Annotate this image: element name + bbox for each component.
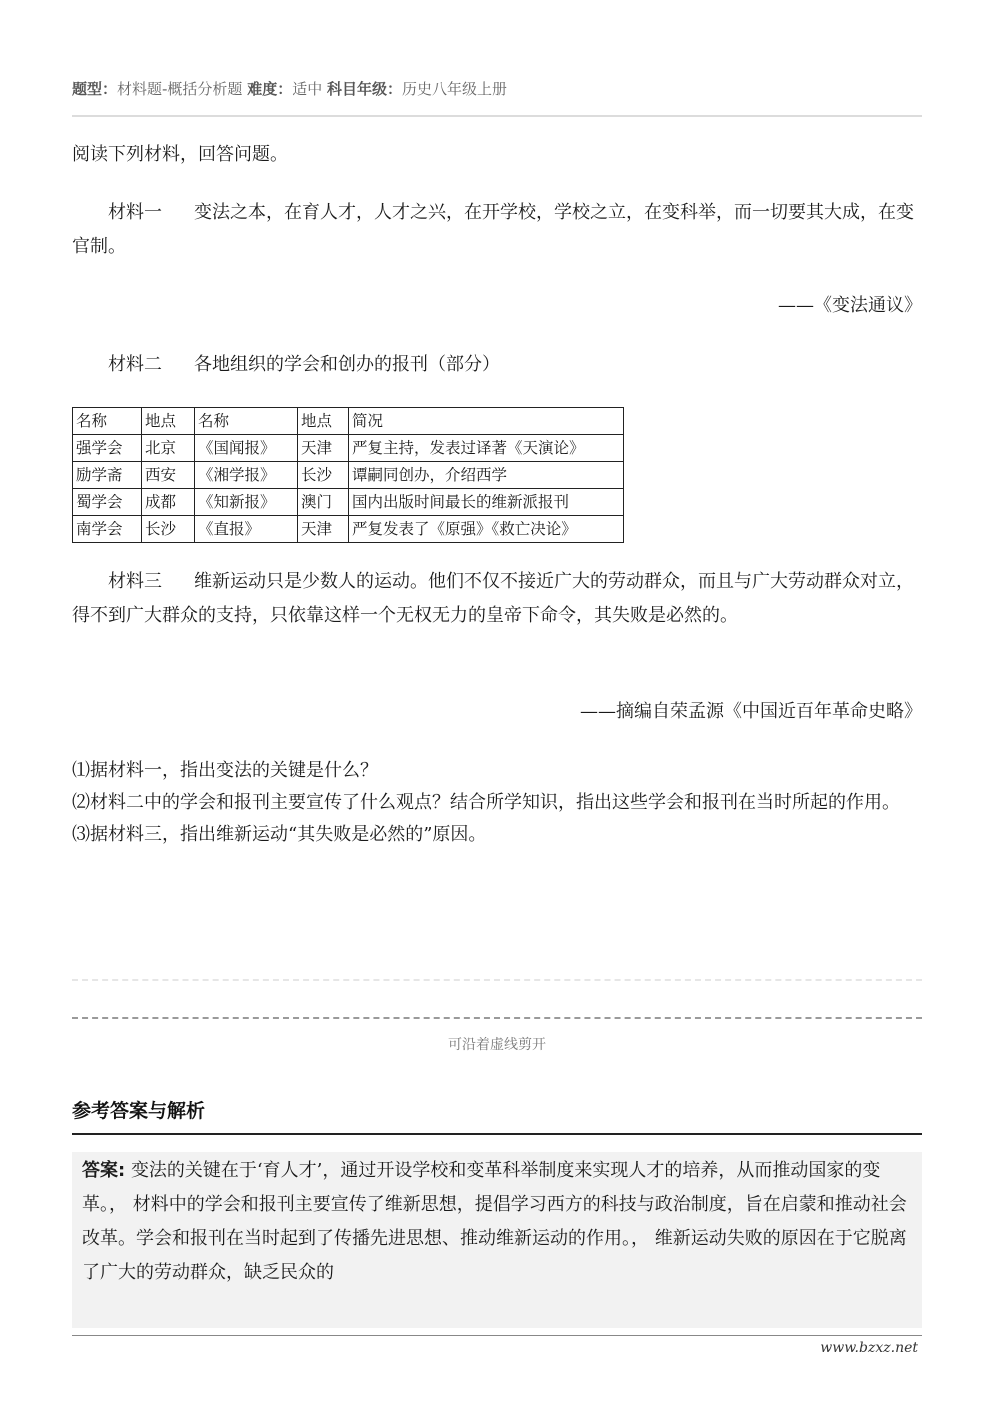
table-cell: 《湘学报》 [195,462,298,489]
table-row [73,489,624,516]
type-value: 材料题-概括分析题 [117,80,243,98]
table-cell: 天津 [298,435,349,462]
material-2 [72,348,922,382]
answer-text: 变法的关键在于‘育人才’，通过开设学校和变革科举制度来实现人才的培养，从而推动国家的变革。， 材料中的学会和报刊主要宣传了维新思想，提倡学习西方的科技与政治制度，旨在启蒙和推动社会改革。学会和报刊在当时起到了传播先进思想、推动维新运动的作用。， 维新运动失败的原因在于它脱离了广大的劳动群众，缺乏民众的 [82,1160,907,1283]
difficulty-label: 难度： [247,80,293,98]
material-1-label: 材料一 [108,202,162,223]
meta-divider [72,115,922,117]
answer-section-divider [72,1133,922,1135]
type-label: 题型： [72,80,118,98]
table-cell: 西安 [142,462,195,489]
societies-newspapers-table [72,407,624,543]
answer-content [82,1154,914,1290]
material-2-label: 材料二 [108,354,162,375]
table-cell: 成都 [142,489,195,516]
cut-line-hint: 可沿着虚线剪开 [448,1037,546,1053]
material-1-text: 变法之本，在育人才，人才之兴，在开学校，学校之立，在变科举，而一切要其大成，在变官制。 [72,202,914,257]
table-cell: 天津 [298,516,349,543]
material-3-text: 维新运动只是少数人的运动。他们不仅不接近广大的劳动群众，而且与广大劳动群众对立，得不到广大群众的支持，只依靠这样一个无权无力的皇帝下命令，其失败是必然的。 [72,571,914,626]
dashed-divider-light [72,979,922,981]
table-cell: 《知新报》 [195,489,298,516]
material-3-label: 材料三 [108,571,162,592]
answer-label: 答案: [82,1160,126,1181]
cut-line [72,1017,922,1019]
table-row [73,516,624,543]
table-header: 名称 [73,408,142,435]
table-header: 简况 [349,408,624,435]
subject-value: 历史八年级上册 [402,80,508,98]
footer-divider [72,1335,922,1336]
table-cell: 国内出版时间最长的维新派报刊 [349,489,624,516]
sub-questions [72,755,922,851]
table-header: 名称 [195,408,298,435]
difficulty-value: 适中 [292,80,323,98]
sub-question-1: ⑴据材料一，指出变法的关键是什么？ [72,760,378,781]
table-cell: 严复主持，发表过译著《天演论》 [349,435,624,462]
material-2-caption: 各地组织的学会和创办的报刊（部分） [194,354,500,375]
table-cell: 南学会 [73,516,142,543]
sub-question-3: ⑶据材料三，指出维新运动“其失败是必然的”原因。 [72,824,487,845]
table-row [73,435,624,462]
table-cell: 长沙 [298,462,349,489]
table-header-row [73,408,624,435]
material-1 [72,196,922,264]
footer-site: www.bzxz.net [820,1340,918,1356]
material-1-source: ——《变法通议》 [778,295,922,316]
material-3 [72,565,922,633]
answer-section-title: 参考答案与解析 [72,1100,206,1122]
table-row [73,462,624,489]
table-cell: 《国闻报》 [195,435,298,462]
subject-label: 科目年级： [327,80,403,98]
table-header: 地点 [142,408,195,435]
table-cell: 励学斋 [73,462,142,489]
material-3-source: ——摘编自荣孟源《中国近百年革命史略》 [580,701,922,722]
table-cell: 蜀学会 [73,489,142,516]
question-intro: 阅读下列材料，回答问题。 [72,144,288,165]
question-meta [72,78,922,100]
table-cell: 谭嗣同创办，介绍西学 [349,462,624,489]
table-cell: 北京 [142,435,195,462]
table-cell: 澳门 [298,489,349,516]
sub-question-2: ⑵材料二中的学会和报刊主要宣传了什么观点？结合所学知识，指出这些学会和报刊在当时所起的作用。 [72,792,900,813]
table-cell: 《直报》 [195,516,298,543]
table-cell: 严复发表了《原强》《救亡决论》 [349,516,624,543]
table-cell: 长沙 [142,516,195,543]
table-cell: 强学会 [73,435,142,462]
table-header: 地点 [298,408,349,435]
